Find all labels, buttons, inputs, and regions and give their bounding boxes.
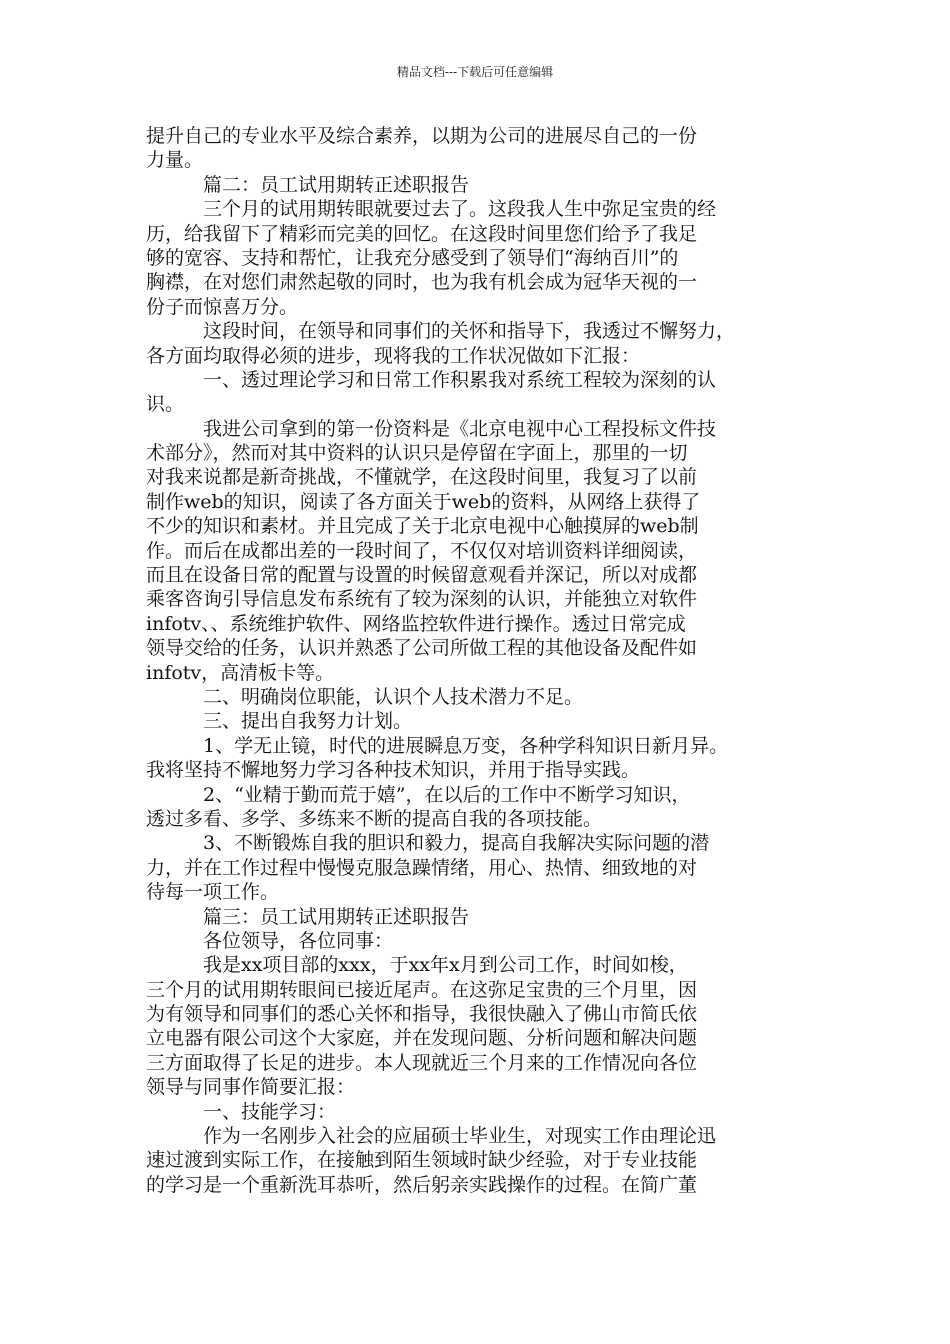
text-line: 领导交给的任务，认识并熟悉了公司所做工程的其他设备及配件如 (146, 637, 698, 660)
text-line: infotv，高清板卡等。 (146, 661, 335, 684)
text-line: 三、提出自我努力计划。 (203, 710, 413, 733)
text-line: 立电器有限公司这个大家庭，并在发现问题、分析问题和解决问题 (146, 1027, 698, 1050)
text-line: 篇二：员工试用期转正述职报告 (203, 173, 470, 196)
text-line: 对我来说都是新奇挑战，不懂就学，在这段时间里，我复习了以前 (146, 466, 698, 489)
text-line: 不少的知识和素材。并且完成了关于北京电视中心触摸屏的web制 (146, 515, 699, 538)
text-line: 三个月的试用期转眼间已接近尾声。在这弥足宝贵的三个月里，因 (146, 978, 698, 1001)
text-line: 一、技能学习： (203, 1100, 337, 1123)
text-line: 识。 (146, 393, 185, 416)
text-line: 乘客咨询引导信息发布系统有了较为深刻的认识，并能独立对软件 (146, 588, 698, 611)
text-line: 作为一名刚步入社会的应届硕士毕业生，对现实工作由理论迅 (203, 1125, 717, 1148)
text-line: 2、“业精于勤而荒于嬉”，在以后的工作中不断学习知识， (203, 783, 691, 806)
text-line: 力量。 (146, 149, 204, 172)
text-line: 我将坚持不懈地努力学习各种技术知识，并用于指导实践。 (146, 759, 641, 782)
text-line: 份子而惊喜万分。 (146, 295, 299, 318)
text-line: 各位领导，各位同事： (203, 929, 394, 952)
text-line: 的学习是一个重新洗耳恭听，然后躬亲实践操作的过程。在简广董 (146, 1173, 698, 1196)
text-line: 作。而后在成都出差的一段时间了，不仅仅对培训资料详细阅读， (146, 539, 698, 562)
text-line: 术部分》，然而对其中资料的认识只是停留在字面上，那里的一切 (146, 442, 688, 465)
text-line: 二、明确岗位职能，认识个人技术潜力不足。 (203, 685, 584, 708)
text-line: infotv、、系统维护软件、网络监控软件进行操作。透过日常完成 (146, 612, 686, 635)
text-line: 透过多看、多学、多练来不断的提高自我的各项技能。 (146, 807, 603, 830)
text-line: 各方面均取得必须的进步，现将我的工作状况做如下汇报： (146, 344, 641, 367)
text-line: 1、学无止镜，时代的进展瞬息万变，各种学科知识日新月异。 (203, 734, 729, 757)
text-line: 三个月的试用期转眼就要过去了。这段我人生中弥足宝贵的经 (203, 198, 717, 221)
text-line: 提升自己的专业水平及综合素养，以期为公司的进展尽自己的一份 (146, 125, 698, 147)
text-line: 我进公司拿到的第一份资料是《北京电视中心工程投标文件技 (203, 417, 717, 440)
page-header: 精品文档---下载后可任意编辑 (396, 65, 554, 79)
text-line: 一、透过理论学习和日常工作积累我对系统工程较为深刻的认 (203, 368, 717, 391)
text-line: 篇三：员工试用期转正述职报告 (203, 905, 470, 928)
text-line: 这段时间，在领导和同事们的关怀和指导下，我透过不懈努力， (203, 320, 736, 343)
text-line: 待每一项工作。 (146, 881, 280, 904)
text-line: 3、不断锻炼自我的胆识和毅力，提高自我解决实际问题的潜 (203, 832, 710, 855)
text-line: 我是xx项目部的xxx，于xx年x月到公司工作，时间如梭， (203, 954, 688, 977)
document-body (146, 124, 806, 1197)
text-line: 三方面取得了长足的进步。本人现就近三个月来的工作情况向各位 (146, 1051, 698, 1074)
text-line: 胸襟，在对您们肃然起敬的同时，也为我有机会成为冠华天视的一 (146, 271, 698, 294)
text-line: 制作web的知识，阅读了各方面关于web的资料，从网络上获得了 (146, 490, 701, 513)
text-line: 历，给我留下了精彩而完美的回忆。在这段时间里您们给予了我足 (146, 222, 698, 245)
text-line: 领导与同事作简要汇报： (146, 1076, 356, 1099)
text-line: 速过渡到实际工作，在接触到陌生领域时缺少经验，对于专业技能 (146, 1149, 698, 1172)
text-line: 够的宽容、支持和帮忙，让我充分感受到了领导们“海纳百川”的 (146, 246, 679, 269)
text-line: 力，并在工作过程中慢慢克服急躁情绪，用心、热情、细致地的对 (146, 856, 698, 879)
text-line: 为有领导和同事们的悉心关怀和指导，我很快融入了佛山市简氏依 (146, 1003, 698, 1026)
text-line: 而且在设备日常的配置与设置的时候留意观看并深记，所以对成都 (146, 564, 698, 587)
